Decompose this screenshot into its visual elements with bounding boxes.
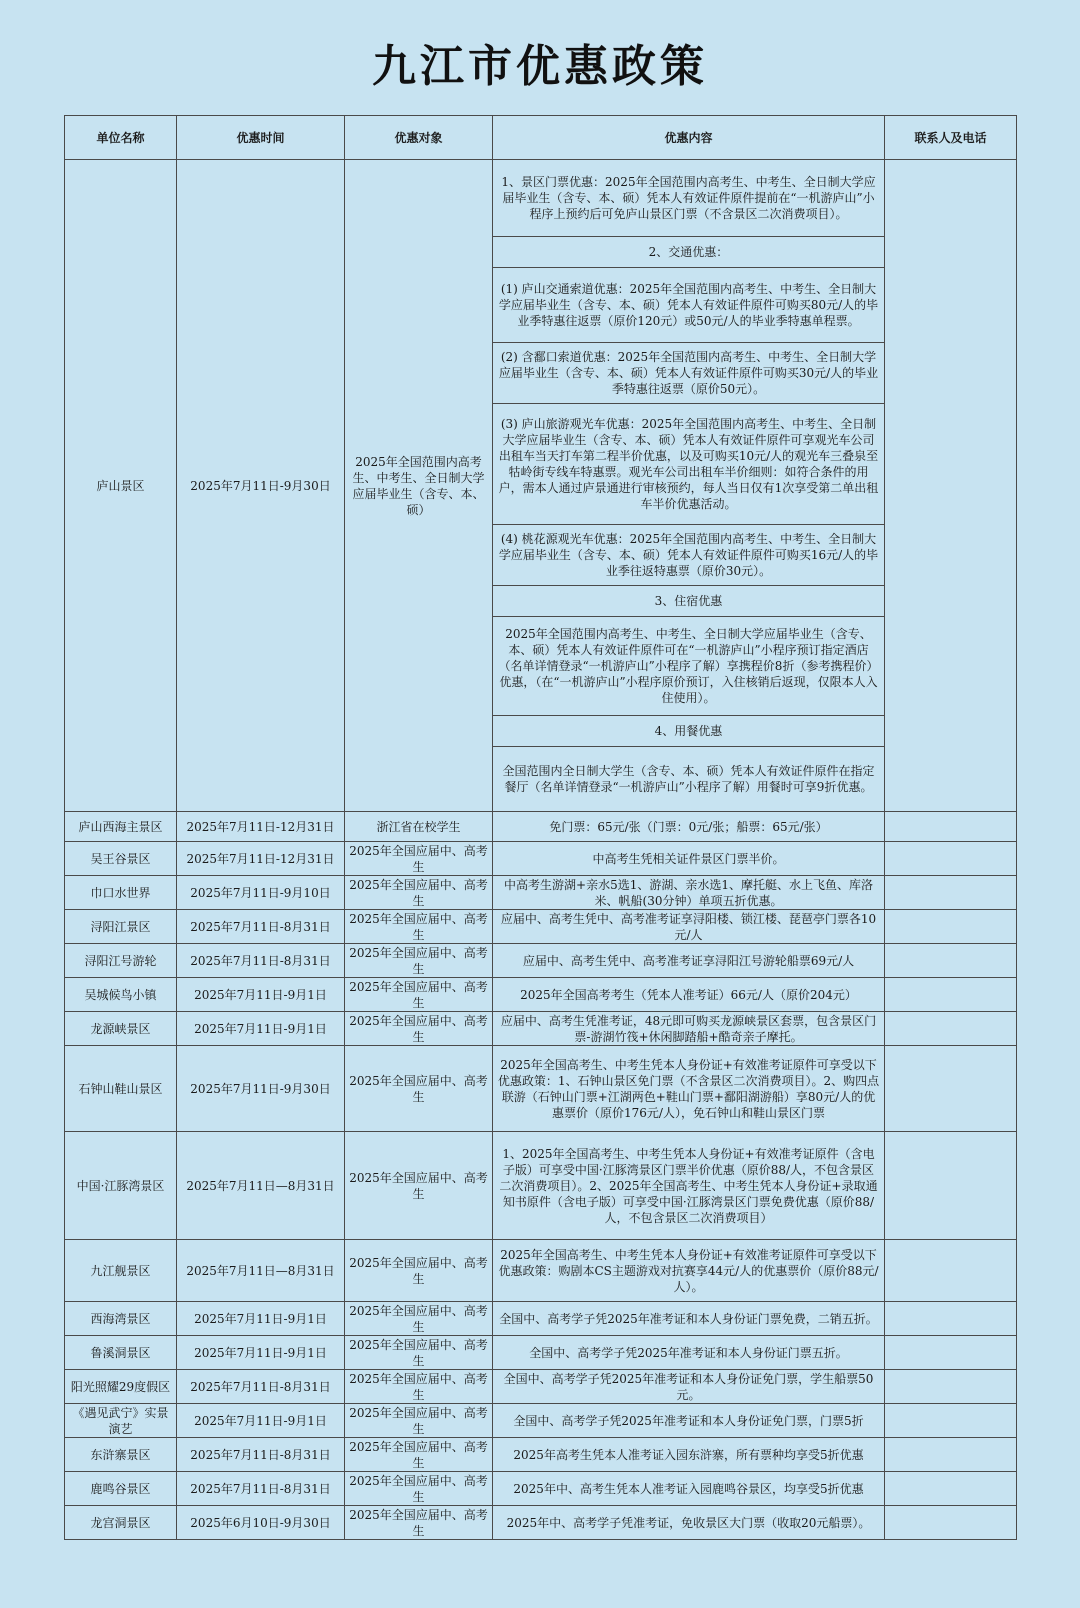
- table-row: [65, 978, 1017, 1012]
- table-header-row: [65, 116, 1017, 160]
- unit-cell: 吴王谷景区: [65, 842, 177, 876]
- content-cell: 免门票：65元/张（门票：0元/张；船票：65元/张）: [493, 812, 885, 842]
- header-target: 优惠对象: [345, 116, 493, 160]
- time-cell: 2025年7月11日—8月31日: [177, 1132, 345, 1240]
- table-row: [65, 876, 1017, 910]
- unit-cell: 《遇见武宁》实景演艺: [65, 1404, 177, 1438]
- contact-cell: [885, 1046, 1017, 1132]
- table-row: [65, 842, 1017, 876]
- table-row: [65, 1472, 1017, 1506]
- contact-cell: [885, 1302, 1017, 1336]
- time-cell: 2025年7月11日-9月30日: [177, 1046, 345, 1132]
- content-cell: 全国范围内全日制大学生（含专、本、硕）凭本人有效证件原件在指定餐厅（名单详情登录“一机游庐山”小程序了解）用餐时可享9折优惠。: [493, 747, 885, 812]
- contact-cell: [885, 160, 1017, 812]
- unit-cell: 鲁溪洞景区: [65, 1336, 177, 1370]
- time-cell: 2025年7月11日-8月31日: [177, 1370, 345, 1404]
- time-cell: 2025年7月11日-8月31日: [177, 910, 345, 944]
- content-cell: 2025年全国高考生、中考生凭本人身份证+有效准考证原件可享受以下优惠政策：购剧本CS主题游戏对抗赛享44元/人的优惠票价（原价88元/人）。: [493, 1240, 885, 1302]
- unit-cell: 中国·江豚湾景区: [65, 1132, 177, 1240]
- unit-cell: 龙源峡景区: [65, 1012, 177, 1046]
- time-cell: 2025年6月10日-9月30日: [177, 1506, 345, 1540]
- table-row: [65, 1240, 1017, 1302]
- unit-cell: 东浒寨景区: [65, 1438, 177, 1472]
- unit-cell: 庐山西海主景区: [65, 812, 177, 842]
- table-row: [65, 910, 1017, 944]
- time-cell: 2025年7月11日-8月31日: [177, 944, 345, 978]
- contact-cell: [885, 876, 1017, 910]
- contact-cell: [885, 944, 1017, 978]
- time-cell: 2025年7月11日-9月1日: [177, 1012, 345, 1046]
- target-cell: 2025年全国应届中、高考生: [345, 1240, 493, 1302]
- table-row: [65, 944, 1017, 978]
- content-cell: 全国中、高考学子凭2025年准考证和本人身份证免门票，学生船票50元。: [493, 1370, 885, 1404]
- unit-cell: 龙宫洞景区: [65, 1506, 177, 1540]
- contact-cell: [885, 1132, 1017, 1240]
- content-cell: 2025年全国高考考生（凭本人准考证）66元/人（原价204元）: [493, 978, 885, 1012]
- unit-cell: 巾口水世界: [65, 876, 177, 910]
- target-cell: 2025年全国应届中、高考生: [345, 1132, 493, 1240]
- contact-cell: [885, 812, 1017, 842]
- contact-cell: [885, 978, 1017, 1012]
- content-cell: (2) 含鄱口索道优惠：2025年全国范围内高考生、中考生、全日制大学应届毕业生（含专、本、硕）凭本人有效证件原件可购买30元/人的毕业季特惠往返票（原价50元）。: [493, 343, 885, 404]
- table-row: [65, 1046, 1017, 1132]
- content-subheading: 2、交通优惠：: [493, 237, 885, 268]
- contact-cell: [885, 1370, 1017, 1404]
- header-contact: 联系人及电话: [885, 116, 1017, 160]
- time-cell: 2025年7月11日-12月31日: [177, 842, 345, 876]
- content-subheading: 4、用餐优惠: [493, 716, 885, 747]
- target-cell: 2025年全国应届中、高考生: [345, 1404, 493, 1438]
- unit-cell: 鹿鸣谷景区: [65, 1472, 177, 1506]
- policy-table: [64, 115, 1017, 1540]
- time-cell: 2025年7月11日—8月31日: [177, 1240, 345, 1302]
- content-cell: 应届中、高考生凭中、高考准考证享浔阳楼、锁江楼、琵琶亭门票各10元/人: [493, 910, 885, 944]
- content-cell: 2025年中、高考学子凭准考证，免收景区大门票（收取20元船票）。: [493, 1506, 885, 1540]
- content-cell: (4) 桃花源观光车优惠：2025年全国范围内高考生、中考生、全日制大学应届毕业生（含专、本、硕）凭本人有效证件原件可购买16元/人的毕业季往返特惠票（原价30元）。: [493, 525, 885, 586]
- content-cell: 全国中、高考学子凭2025年准考证和本人身份证门票免费，二销五折。: [493, 1302, 885, 1336]
- unit-cell: 西海湾景区: [65, 1302, 177, 1336]
- content-subheading: 3、住宿优惠: [493, 586, 885, 617]
- content-cell: 应届中、高考生凭中、高考准考证享浔阳江号游轮船票69元/人: [493, 944, 885, 978]
- unit-cell: 九江舰景区: [65, 1240, 177, 1302]
- contact-cell: [885, 1472, 1017, 1506]
- content-cell: 2025年全国范围内高考生、中考生、全日制大学应届毕业生（含专、本、硕）凭本人有效证件原件可在“一机游庐山”小程序预订指定酒店（名单详情登录“一机游庐山”小程序了解）享携程价8折（参考携程价）优惠，（在“一机游庐山”小程序原价预订，入住核销后返现，仅限本人入住使用）。: [493, 617, 885, 716]
- table-row: [65, 1132, 1017, 1240]
- time-cell: 2025年7月11日-9月1日: [177, 1336, 345, 1370]
- unit-cell: 吴城候鸟小镇: [65, 978, 177, 1012]
- table-row-lushan: [65, 160, 1017, 237]
- unit-cell: 庐山景区: [65, 160, 177, 812]
- contact-cell: [885, 1438, 1017, 1472]
- content-cell: (1) 庐山交通索道优惠：2025年全国范围内高考生、中考生、全日制大学应届毕业生（含专、本、硕）凭本人有效证件原件可购买80元/人的毕业季特惠往返票（原价120元）或50元/人的毕业季特惠单程票。: [493, 268, 885, 343]
- target-cell: 2025年全国应届中、高考生: [345, 910, 493, 944]
- table-row: [65, 1506, 1017, 1540]
- table-row: [65, 1404, 1017, 1438]
- contact-cell: [885, 1506, 1017, 1540]
- content-cell: (3) 庐山旅游观光车优惠：2025年全国范围内高考生、中考生、全日制大学应届毕业生（含专、本、硕）凭本人有效证件原件可享观光车公司出租车当天打车第二程半价优惠，以及可购买10元/人的观光车三叠泉至牯岭街专线车特惠票。观光车公司出租车半价细则：如符合条件的用户，需本人通过庐景通进行审核预约，每人当日仅有1次享受第二单出租车半价优惠活动。: [493, 404, 885, 525]
- content-cell: 2025年全国高考生、中考生凭本人身份证+有效准考证原件可享受以下优惠政策：1、石钟山景区免门票（不含景区二次消费项目）。2、购四点联游（石钟山门票+江湖两色+鞋山门票+鄱阳湖游船）享80元/人的优惠票价（原价176元/人），免石钟山和鞋山景区门票: [493, 1046, 885, 1132]
- content-cell: 中高考生游湖+亲水5选1、游湖、亲水选1、摩托艇、水上飞鱼、库洛米、帆船(30分钟）单项五折优惠。: [493, 876, 885, 910]
- contact-cell: [885, 1240, 1017, 1302]
- table-row: [65, 1438, 1017, 1472]
- target-cell: 2025年全国应届中、高考生: [345, 1506, 493, 1540]
- table-row: [65, 812, 1017, 842]
- contact-cell: [885, 1404, 1017, 1438]
- content-cell: 1、景区门票优惠：2025年全国范围内高考生、中考生、全日制大学应届毕业生（含专、本、硕）凭本人有效证件原件提前在“一机游庐山”小程序上预约后可免庐山景区门票（不含景区二次消费项目）。: [493, 160, 885, 237]
- target-cell: 2025年全国应届中、高考生: [345, 1370, 493, 1404]
- header-time: 优惠时间: [177, 116, 345, 160]
- time-cell: 2025年7月11日-9月1日: [177, 1302, 345, 1336]
- table-row: [65, 1370, 1017, 1404]
- header-unit: 单位名称: [65, 116, 177, 160]
- contact-cell: [885, 842, 1017, 876]
- target-cell: 浙江省在校学生: [345, 812, 493, 842]
- content-cell: 1、2025年全国高考生、中考生凭本人身份证+有效准考证原件（含电子版）可享受中国·江豚湾景区门票半价优惠（原价88/人，不包含景区二次消费项目）。2、2025年全国高考生、中考生凭本人身份证+录取通知书原件（含电子版）可享受中国·江豚湾景区门票免费优惠（原价88/人，不包含景区二次消费项目）: [493, 1132, 885, 1240]
- time-cell: 2025年7月11日-9月1日: [177, 1404, 345, 1438]
- table-row: [65, 1302, 1017, 1336]
- content-cell: 中高考生凭相关证件景区门票半价。: [493, 842, 885, 876]
- policy-rows: [65, 812, 1017, 1540]
- unit-cell: 石钟山鞋山景区: [65, 1046, 177, 1132]
- content-cell: 2025年高考生凭本人准考证入园东浒寨，所有票种均享受5折优惠: [493, 1438, 885, 1472]
- target-cell: 2025年全国应届中、高考生: [345, 1336, 493, 1370]
- target-cell: 2025年全国应届中、高考生: [345, 978, 493, 1012]
- content-cell: 全国中、高考学子凭2025年准考证和本人身份证门票五折。: [493, 1336, 885, 1370]
- contact-cell: [885, 910, 1017, 944]
- time-cell: 2025年7月11日-9月1日: [177, 978, 345, 1012]
- target-cell: 2025年全国应届中、高考生: [345, 876, 493, 910]
- target-cell: 2025年全国应届中、高考生: [345, 1472, 493, 1506]
- unit-cell: 阳光照耀29度假区: [65, 1370, 177, 1404]
- target-cell: 2025年全国应届中、高考生: [345, 1438, 493, 1472]
- time-cell: 2025年7月11日-8月31日: [177, 1438, 345, 1472]
- time-cell: 2025年7月11日-12月31日: [177, 812, 345, 842]
- header-content: 优惠内容: [493, 116, 885, 160]
- target-cell: 2025年全国范围内高考生、中考生、全日制大学应届毕业生（含专、本、硕）: [345, 160, 493, 812]
- contact-cell: [885, 1012, 1017, 1046]
- target-cell: 2025年全国应届中、高考生: [345, 1302, 493, 1336]
- table-row: [65, 1336, 1017, 1370]
- time-cell: 2025年7月11日-8月31日: [177, 1472, 345, 1506]
- content-cell: 2025年中、高考生凭本人准考证入园鹿鸣谷景区，均享受5折优惠: [493, 1472, 885, 1506]
- target-cell: 2025年全国应届中、高考生: [345, 842, 493, 876]
- target-cell: 2025年全国应届中、高考生: [345, 1046, 493, 1132]
- target-cell: 2025年全国应届中、高考生: [345, 944, 493, 978]
- unit-cell: 浔阳江景区: [65, 910, 177, 944]
- contact-cell: [885, 1336, 1017, 1370]
- table-row: [65, 1012, 1017, 1046]
- target-cell: 2025年全国应届中、高考生: [345, 1012, 493, 1046]
- time-cell: 2025年7月11日-9月10日: [177, 876, 345, 910]
- page-title: 九江市优惠政策: [372, 41, 708, 92]
- content-cell: 应届中、高考生凭准考证，48元即可购买龙源峡景区套票，包含景区门票-游湖竹筏+休闲脚踏船+酷奇亲子摩托。: [493, 1012, 885, 1046]
- time-cell: 2025年7月11日-9月30日: [177, 160, 345, 812]
- unit-cell: 浔阳江号游轮: [65, 944, 177, 978]
- content-cell: 全国中、高考学子凭2025年准考证和本人身份证免门票，门票5折: [493, 1404, 885, 1438]
